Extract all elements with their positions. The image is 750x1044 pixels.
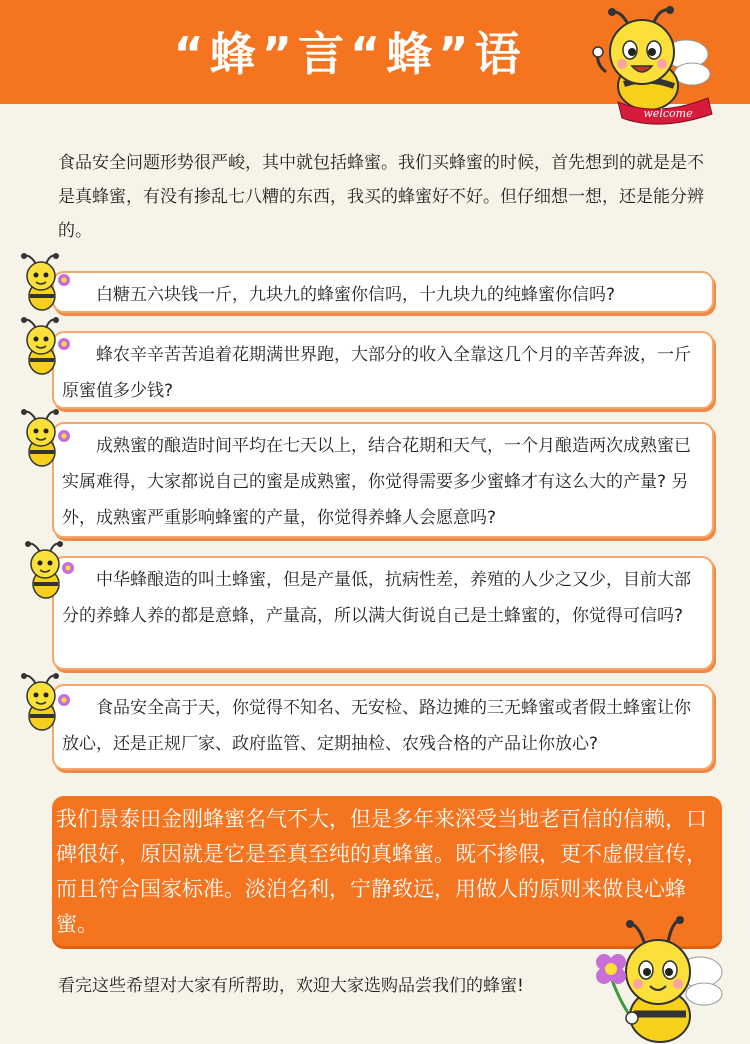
welcome-banner-text: welcome — [643, 107, 693, 120]
bee-mascot-flower-icon — [582, 910, 732, 1044]
question-box-4 — [52, 556, 714, 670]
question-text: 食品安全高于天，你觉得不知名、无安检、路边摊的三无蜂蜜或者假土蜂蜜让你放心，还是正规厂家、政府监管、定期抽检、农残合格的产品让你放心? — [62, 698, 691, 754]
bee-flower-icon — [20, 540, 78, 602]
question-box-5 — [52, 684, 714, 770]
intro-paragraph: 食品安全问题形势很严峻，其中就包括蜂蜜。我们买蜂蜜的时候，首先想到的就是是不是真蜂蜜，有没有掺乱七八糟的东西，我买的蜂蜜好不好。但仔细想一想，还是能分辨的。 — [58, 153, 704, 241]
question-box-1 — [52, 271, 714, 313]
question-box-3 — [52, 422, 714, 538]
question-text: 中华蜂酿造的叫土蜂蜜，但是产量低，抗病性差，养殖的人少之又少，目前大部分的养蜂人养的都是意蜂，产量高，所以满大街说自己是土蜂蜜的，你觉得可信吗? — [62, 570, 691, 626]
page-title: “蜂”言“蜂”语 — [173, 27, 527, 81]
bee-flower-icon — [16, 408, 74, 470]
summary-box: 我们景泰田金刚蜂蜜名气不大，但是多年来深受当地老百信的信赖，口碑很好，原因就是它是至真至纯的真蜂蜜。既不掺假，更不虚假宣传，而且符合国家标准。淡泊名利，宁静致远，用做人的原则来做良心蜂蜜。 — [52, 796, 722, 946]
question-text: 白糖五六块钱一斤，九块九的蜂蜜你信吗，十九块九的纯蜂蜜你信吗? — [96, 285, 616, 305]
bee-flower-icon — [16, 316, 74, 378]
bee-flower-icon — [16, 252, 74, 314]
bee-mascot-welcome-icon — [588, 6, 718, 128]
question-box-2 — [52, 331, 714, 409]
question-text: 成熟蜜的酿造时间平均在七天以上，结合花期和天气，一个月酿造两次成熟蜜已实属难得，大家都说自己的蜜是成熟蜜，你觉得需要多少蜜蜂才有这么大的产量? 另外，成熟蜜严重影响蜂蜜的产量，你觉得养蜂人会愿意吗? — [62, 436, 691, 528]
bee-flower-icon — [16, 672, 74, 734]
question-text: 蜂农辛辛苦苦追着花期满世界跑，大部分的收入全靠这几个月的辛苦奔波，一斤原蜜值多少钱? — [62, 345, 691, 401]
closing-text: 看完这些希望对大家有所帮助，欢迎大家选购品尝我们的蜂蜜! — [58, 976, 524, 996]
